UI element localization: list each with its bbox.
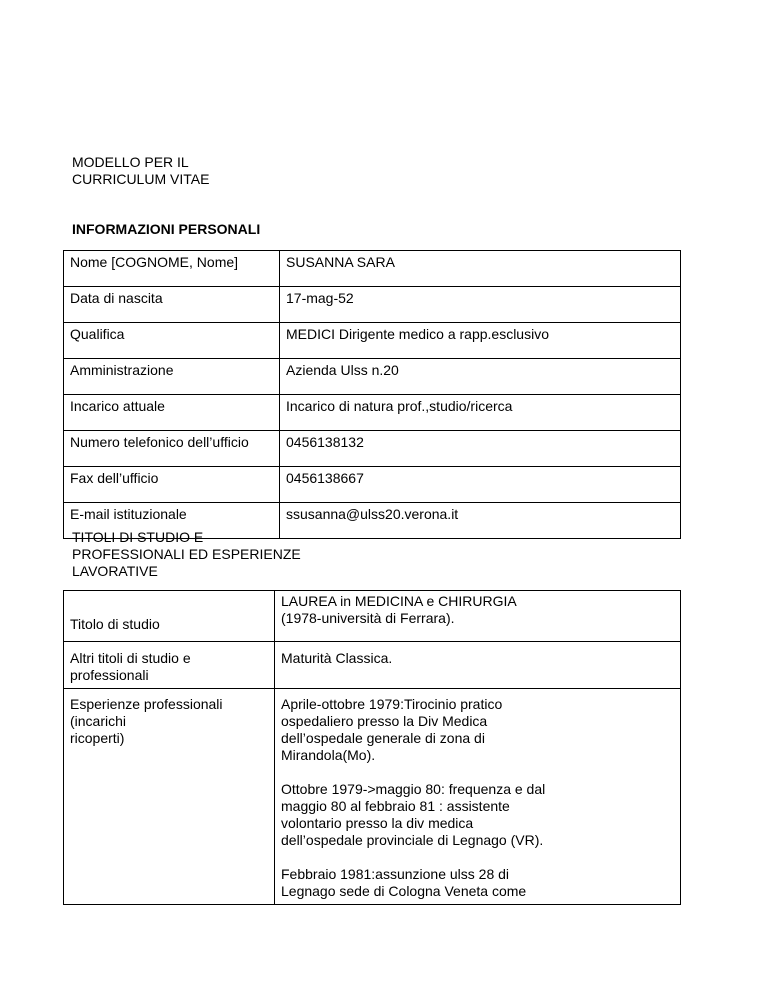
row-label: Nome [COGNOME, Nome]: [64, 251, 280, 287]
studies-heading-line-1: TITOLI DI STUDIO E: [72, 529, 204, 545]
text-line: maggio 80 al febbraio 81 : assistente: [281, 798, 510, 814]
studies-table: [63, 590, 681, 905]
esperienze-value: [275, 689, 681, 905]
personal-info-heading: INFORMAZIONI PERSONALI: [72, 221, 261, 237]
row-label: Amministrazione: [64, 359, 280, 395]
row-label: Incarico attuale: [64, 395, 280, 431]
esperienze-paragraph-1: [281, 696, 674, 764]
text-line: ospedaliero presso la Div Medica: [281, 713, 488, 729]
row-label: Qualifica: [64, 323, 280, 359]
esperienze-label-line-1: Esperienze professionali (incarichi: [70, 696, 223, 729]
text-line: dell’ospedale generale di zona di: [281, 730, 485, 746]
titolo-label: Titolo di studio: [64, 591, 275, 642]
row-value: Incarico di natura prof.,studio/ricerca: [280, 395, 681, 431]
text-line: Ottobre 1979->maggio 80: frequenza e dal: [281, 781, 546, 797]
esperienze-label: [64, 689, 275, 905]
table-row: [64, 431, 681, 467]
text-line: Febbraio 1981:assunzione ulss 28 di: [281, 866, 510, 882]
altri-value: Maturità Classica.: [275, 642, 681, 689]
studies-heading-line-2: PROFESSIONALI ED ESPERIENZE: [72, 546, 301, 562]
row-label: Fax dell’ufficio: [64, 467, 280, 503]
esperienze-paragraph-3: [281, 866, 674, 900]
text-line: Aprile-ottobre 1979:Tirocinio pratico: [281, 696, 503, 712]
text-line: Legnago sede di Cologna Veneta come: [281, 883, 527, 899]
row-value: MEDICI Dirigente medico a rapp.esclusivo: [280, 323, 681, 359]
row-value: SUSANNA SARA: [280, 251, 681, 287]
esperienze-label-line-2: ricoperti): [70, 730, 125, 746]
row-value: 17-mag-52: [280, 287, 681, 323]
table-row: [64, 642, 681, 689]
table-row: [64, 395, 681, 431]
studies-heading: [72, 529, 301, 580]
titolo-value-line-1: LAUREA in MEDICINA e CHIRURGIA: [281, 593, 517, 609]
esperienze-paragraph-2: [281, 781, 674, 849]
personal-info-table: [63, 250, 681, 539]
table-row: [64, 467, 681, 503]
title-line-2: CURRICULUM VITAE: [72, 171, 210, 187]
titolo-value: [275, 591, 681, 642]
row-value: ssusanna@ulss20.verona.it: [280, 503, 681, 539]
row-label: Numero telefonico dell’ufficio: [64, 431, 280, 467]
text-line: Mirandola(Mo).: [281, 747, 376, 763]
row-value: 0456138132: [280, 431, 681, 467]
altri-label: Altri titoli di studio e professionali: [64, 642, 275, 689]
titolo-value-line-2: (1978-università di Ferrara).: [281, 610, 455, 626]
text-line: volontario presso la div medica: [281, 815, 474, 831]
title-line-1: MODELLO PER IL: [72, 154, 189, 170]
table-row: [64, 287, 681, 323]
text-line: dell’ospedale provinciale di Legnago (VR).: [281, 832, 544, 848]
table-row: [64, 591, 681, 642]
table-row: [64, 323, 681, 359]
table-row: [64, 689, 681, 905]
studies-heading-line-3: LAVORATIVE: [72, 563, 158, 579]
document-title: [72, 154, 209, 188]
row-value: Azienda Ulss n.20: [280, 359, 681, 395]
row-label: E-mail istituzionale: [64, 503, 280, 539]
table-row: [64, 251, 681, 287]
row-value: 0456138667: [280, 467, 681, 503]
row-label: Data di nascita: [64, 287, 280, 323]
table-row: [64, 359, 681, 395]
